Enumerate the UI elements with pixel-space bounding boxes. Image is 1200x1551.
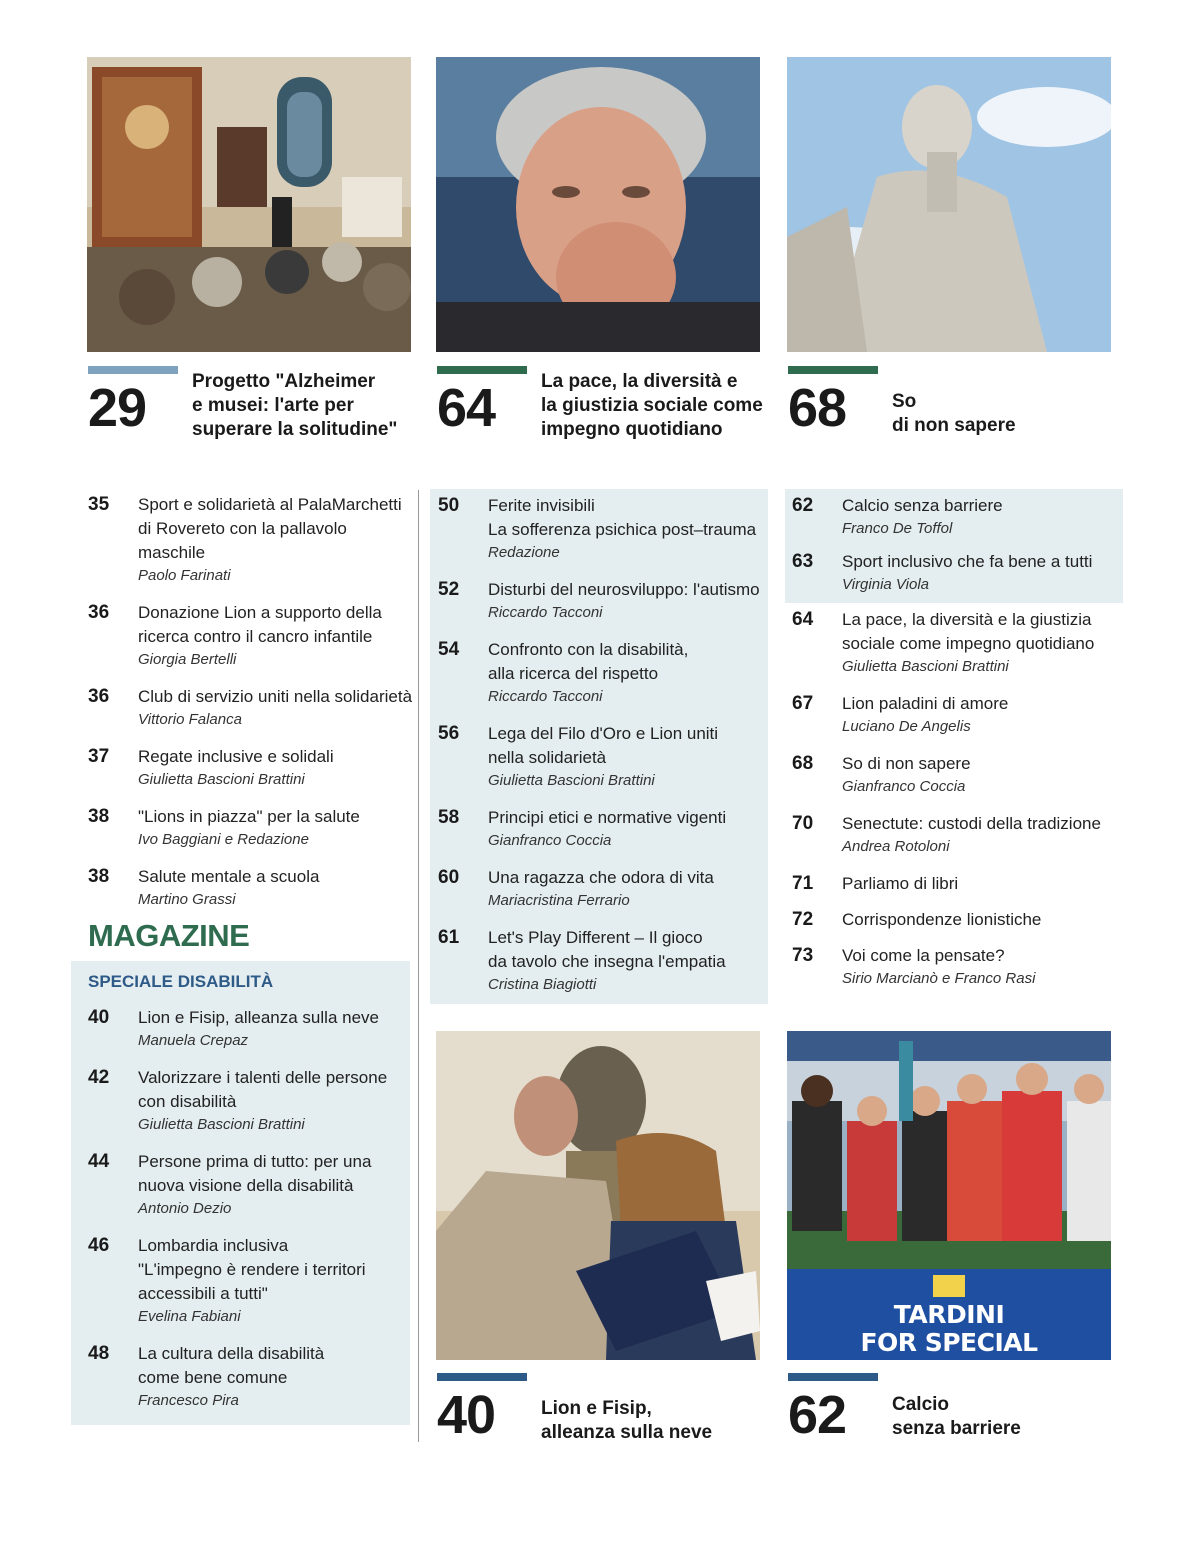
toc-entry[interactable] bbox=[88, 493, 413, 587]
toc-title: Disturbi del neurosviluppo: l'autismo bbox=[488, 580, 760, 599]
toc-entry[interactable] bbox=[792, 944, 1122, 990]
toc-page-number: 52 bbox=[438, 579, 460, 600]
toc-column-2 bbox=[438, 494, 763, 1010]
toc-entry[interactable] bbox=[792, 908, 1122, 932]
feature-bar bbox=[437, 366, 527, 374]
toc-entry[interactable] bbox=[88, 1342, 408, 1412]
toc-author: Franco De Toffol bbox=[842, 520, 953, 537]
toc-author: Gianfranco Coccia bbox=[488, 832, 612, 849]
toc-page-number: 58 bbox=[438, 807, 460, 828]
toc-author: Vittorio Falanca bbox=[138, 711, 242, 728]
feature-40[interactable] bbox=[437, 1373, 767, 1453]
toc-title: Lion e Fisip, alleanza sulla neve bbox=[138, 1008, 379, 1027]
feature-page-number: 29 bbox=[88, 378, 147, 438]
feature-29[interactable] bbox=[88, 366, 418, 446]
toc-title: La pace, la diversità e la giustizia sociale come impegno quotidiano bbox=[842, 610, 1095, 653]
toc-column-3 bbox=[792, 608, 1122, 1004]
toc-author: Giulietta Bascioni Brattini bbox=[138, 771, 305, 788]
toc-entry[interactable] bbox=[792, 494, 1122, 540]
toc-page-number: 48 bbox=[88, 1343, 110, 1364]
feature-title: La pace, la diversità e la giustizia sociale come impegno quotidiano bbox=[541, 371, 763, 440]
toc-page-number: 42 bbox=[88, 1067, 110, 1088]
feature-page-number: 62 bbox=[788, 1385, 847, 1445]
toc-entry[interactable] bbox=[88, 601, 413, 671]
toc-page-number: 46 bbox=[88, 1235, 110, 1256]
toc-author: Riccardo Tacconi bbox=[488, 688, 603, 705]
toc-author: Mariacristina Ferrario bbox=[488, 892, 630, 909]
feature-title: Progetto "Alzheimer e musei: l'arte per superare la solitudine" bbox=[192, 371, 398, 440]
toc-author: Martino Grassi bbox=[138, 891, 236, 908]
toc-title: Regate inclusive e solidali bbox=[138, 747, 334, 766]
banner-line-1: TARDINI bbox=[893, 1300, 1005, 1329]
toc-title: Corrispondenze lionistiche bbox=[842, 910, 1042, 929]
toc-entry[interactable] bbox=[88, 745, 413, 791]
toc-page-number: 36 bbox=[88, 602, 110, 623]
feature-title: So di non sapere bbox=[892, 391, 1016, 436]
toc-page-number: 63 bbox=[792, 551, 814, 572]
toc-entry[interactable] bbox=[88, 1150, 408, 1220]
toc-title: Calcio senza barriere bbox=[842, 496, 1003, 515]
speciale-heading: SPECIALE DISABILITÀ bbox=[88, 972, 274, 991]
toc-entry[interactable] bbox=[88, 685, 413, 731]
toc-author: Manuela Crepaz bbox=[138, 1032, 249, 1049]
toc-title: Senectute: custodi della tradizione bbox=[842, 814, 1101, 833]
toc-page-number: 64 bbox=[792, 609, 814, 630]
toc-title: Voi come la pensate? bbox=[842, 946, 1005, 965]
toc-speciale bbox=[88, 1006, 408, 1426]
feature-bar bbox=[88, 366, 178, 374]
magazine-heading: MAGAZINE bbox=[88, 918, 250, 953]
toc-page-number: 70 bbox=[792, 813, 814, 834]
banner-line-2: FOR SPECIAL bbox=[860, 1328, 1038, 1357]
toc-author: Cristina Biagiotti bbox=[488, 976, 597, 993]
toc-entry[interactable] bbox=[88, 1234, 408, 1328]
banner-text bbox=[787, 1301, 1111, 1357]
toc-page-number: 61 bbox=[438, 927, 460, 948]
feature-bar bbox=[788, 366, 878, 374]
toc-title: Ferite invisibili La sofferenza psichica post–trauma bbox=[488, 496, 757, 539]
toc-entry[interactable] bbox=[792, 752, 1122, 798]
toc-title: La cultura della disabilità come bene comune bbox=[138, 1344, 325, 1387]
toc-author: Ivo Baggiani e Redazione bbox=[138, 831, 309, 848]
toc-author: Virginia Viola bbox=[842, 576, 930, 593]
football-team-photo bbox=[787, 1031, 1111, 1360]
toc-entry[interactable] bbox=[88, 865, 413, 911]
toc-title: So di non sapere bbox=[842, 754, 971, 773]
toc-page-number: 35 bbox=[88, 494, 110, 515]
toc-title: Confronto con la disabilità, alla ricerca del rispetto bbox=[488, 640, 689, 683]
feature-bar bbox=[788, 1373, 878, 1381]
feature-62[interactable] bbox=[788, 1373, 1118, 1453]
toc-entry[interactable] bbox=[88, 1066, 408, 1136]
toc-page-number: 54 bbox=[438, 639, 460, 660]
toc-title: Sport inclusivo che fa bene a tutti bbox=[842, 552, 1093, 571]
toc-author: Luciano De Angelis bbox=[842, 718, 971, 735]
toc-title: Lion paladini di amore bbox=[842, 694, 1009, 713]
toc-entry[interactable] bbox=[438, 806, 763, 852]
toc-page-number: 62 bbox=[792, 495, 814, 516]
toc-page-number: 68 bbox=[792, 753, 814, 774]
toc-title: Let's Play Different – Il gioco da tavolo che insegna l'empatia bbox=[488, 928, 726, 971]
toc-page-number: 40 bbox=[88, 1007, 110, 1028]
toc-page-number: 56 bbox=[438, 723, 460, 744]
toc-author: Francesco Pira bbox=[138, 1392, 239, 1409]
toc-entry[interactable] bbox=[438, 722, 763, 792]
toc-title: Lombardia inclusiva "L'impegno è rendere i territori accessibili a tutti" bbox=[138, 1236, 366, 1303]
toc-author: Giulietta Bascioni Brattini bbox=[138, 1116, 305, 1133]
toc-title: Principi etici e normative vigenti bbox=[488, 808, 727, 827]
toc-author: Antonio Dezio bbox=[138, 1200, 232, 1217]
toc-title: Lega del Filo d'Oro e Lion uniti nella solidarietà bbox=[488, 724, 719, 767]
toc-entry[interactable] bbox=[792, 608, 1122, 678]
toc-page-number: 73 bbox=[792, 945, 814, 966]
column-divider bbox=[418, 490, 419, 1442]
toc-page-number: 67 bbox=[792, 693, 814, 714]
toc-author: Giorgia Bertelli bbox=[138, 651, 237, 668]
toc-title: Donazione Lion a supporto della ricerca contro il cancro infantile bbox=[138, 603, 382, 646]
toc-page-number: 36 bbox=[88, 686, 110, 707]
toc-entry[interactable] bbox=[792, 692, 1122, 738]
toc-entry[interactable] bbox=[438, 578, 763, 624]
toc-entry[interactable] bbox=[792, 812, 1122, 858]
toc-title: Sport e solidarietà al PalaMarchetti di Rovereto con la pallavolo maschile bbox=[138, 495, 402, 562]
man-portrait-photo bbox=[436, 57, 760, 352]
toc-author: Sirio Marcianò e Franco Rasi bbox=[842, 970, 1036, 987]
feature-64[interactable] bbox=[437, 366, 767, 446]
toc-column-3-shaded bbox=[792, 494, 1122, 610]
toc-author: Andrea Rotoloni bbox=[842, 838, 950, 855]
toc-title: "Lions in piazza" per la salute bbox=[138, 807, 360, 826]
toc-entry[interactable] bbox=[792, 550, 1122, 596]
toc-page-number: 38 bbox=[88, 866, 110, 887]
feature-page-number: 40 bbox=[437, 1385, 496, 1445]
toc-entry[interactable] bbox=[438, 638, 763, 708]
feature-page-number: 64 bbox=[437, 378, 496, 438]
toc-page-number: 60 bbox=[438, 867, 460, 888]
feature-title: Lion e Fisip, alleanza sulla neve bbox=[541, 1398, 713, 1443]
toc-entry[interactable] bbox=[88, 805, 413, 851]
feature-title: Calcio senza barriere bbox=[892, 1394, 1021, 1439]
toc-title: Parliamo di libri bbox=[842, 874, 959, 893]
toc-page-number: 44 bbox=[88, 1151, 110, 1172]
handshake-ceremony-photo bbox=[436, 1031, 760, 1360]
feature-page-number: 68 bbox=[788, 378, 847, 438]
toc-author: Giulietta Bascioni Brattini bbox=[842, 658, 1009, 675]
toc-entry[interactable] bbox=[88, 1006, 408, 1052]
toc-title: Club di servizio uniti nella solidarietà bbox=[138, 687, 413, 706]
museum-visitors-photo bbox=[87, 57, 411, 352]
toc-author: Gianfranco Coccia bbox=[842, 778, 966, 795]
toc-author: Evelina Fabiani bbox=[138, 1308, 241, 1325]
toc-title: Persone prima di tutto: per una nuova visione della disabilità bbox=[138, 1152, 372, 1195]
toc-title: Salute mentale a scuola bbox=[138, 867, 320, 886]
toc-author: Giulietta Bascioni Brattini bbox=[488, 772, 655, 789]
toc-title: Una ragazza che odora di vita bbox=[488, 868, 714, 887]
toc-entry[interactable] bbox=[792, 872, 1122, 896]
toc-entry[interactable] bbox=[438, 926, 763, 996]
toc-column-1 bbox=[88, 493, 413, 925]
toc-page-number: 37 bbox=[88, 746, 110, 767]
toc-page-number: 50 bbox=[438, 495, 460, 516]
toc-page-number: 72 bbox=[792, 909, 814, 930]
toc-author: Paolo Farinati bbox=[138, 567, 231, 584]
feature-bar bbox=[437, 1373, 527, 1381]
thinker-statue-photo bbox=[787, 57, 1111, 352]
toc-title: Valorizzare i talenti delle persone con disabilità bbox=[138, 1068, 388, 1111]
toc-author: Redazione bbox=[488, 544, 560, 561]
toc-page-number: 38 bbox=[88, 806, 110, 827]
toc-page-number: 71 bbox=[792, 873, 814, 894]
toc-entry[interactable] bbox=[438, 866, 763, 912]
feature-68[interactable] bbox=[788, 366, 1118, 446]
toc-entry[interactable] bbox=[438, 494, 763, 564]
toc-author: Riccardo Tacconi bbox=[488, 604, 603, 621]
